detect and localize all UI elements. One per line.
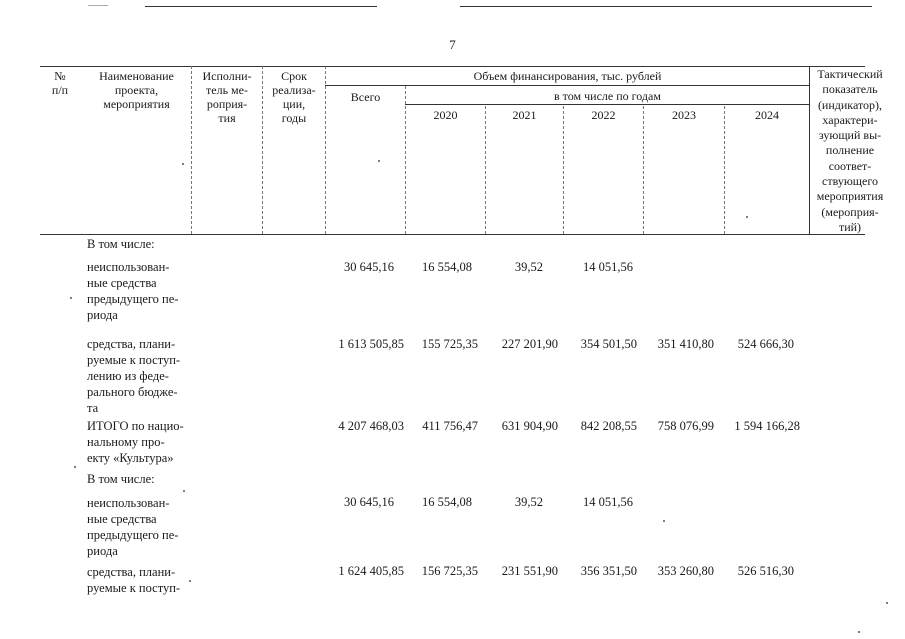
cell-2020: 155 725,35 <box>421 337 478 351</box>
cell-total: 4 207 468,03 <box>338 419 404 433</box>
cell-2024: 1 594 166,28 <box>734 419 800 433</box>
scan-dot <box>886 602 888 604</box>
header-year-2024: 2024 <box>755 108 779 122</box>
cell-total: 30 645,16 <box>344 495 394 509</box>
header-name: Наименование проекта, мероприятия <box>99 69 174 111</box>
row-label: В том числе: <box>87 237 155 251</box>
cell-2024: 524 666,30 <box>737 337 794 351</box>
col-divider <box>724 106 725 234</box>
top-rule-left <box>145 6 377 7</box>
header-financing: Объем финансирования, тыс. рублей <box>473 69 662 83</box>
row-label: неиспользован- ные средства предыдущего пе- риода <box>87 496 179 558</box>
header-bottom-border <box>40 234 865 235</box>
cell-2021: 231 551,90 <box>501 564 558 578</box>
header-executor: Исполни- тель ме- роприя- тия <box>202 69 252 125</box>
scan-dot <box>746 216 748 218</box>
cell-total: 1 613 505,85 <box>338 337 404 351</box>
cell-2022: 842 208,55 <box>580 419 637 433</box>
col-divider <box>191 66 192 234</box>
cell-2024: 526 516,30 <box>737 564 794 578</box>
scan-dot <box>378 160 380 162</box>
cell-2021: 39,52 <box>514 495 543 509</box>
col-divider <box>262 66 263 234</box>
row-label: В том числе: <box>87 472 155 486</box>
financing-subheader-line <box>325 85 809 86</box>
years-subheader-line <box>405 104 809 105</box>
scan-dot <box>663 520 665 522</box>
header-year-2020: 2020 <box>433 108 458 122</box>
row-label: средства, плани- руемые к поступ- <box>87 565 181 595</box>
cell-2023: 353 260,80 <box>657 564 714 578</box>
cell-2020: 156 725,35 <box>421 564 478 578</box>
cell-2022: 354 501,50 <box>580 337 637 351</box>
col-divider <box>485 106 486 234</box>
cell-2020: 16 554,08 <box>422 495 472 509</box>
cell-2021: 227 201,90 <box>501 337 558 351</box>
scan-dot <box>182 163 184 165</box>
col-divider <box>643 106 644 234</box>
cell-2021: 631 904,90 <box>501 419 558 433</box>
scan-dot <box>70 297 72 299</box>
scan-dot <box>858 631 860 633</box>
header-total: Всего <box>350 90 381 104</box>
page-number: 7 <box>449 37 456 52</box>
table-top-border <box>40 66 865 67</box>
cell-2022: 14 051,56 <box>583 260 633 274</box>
row-label: средства, плани- руемые к поступ- лению из феде- рального бюдже- та <box>87 337 181 415</box>
scan-dot <box>74 466 76 468</box>
scan-dot <box>183 490 185 492</box>
cell-total: 30 645,16 <box>344 260 394 274</box>
top-rule-right <box>460 6 872 7</box>
cell-total: 1 624 405,85 <box>338 564 404 578</box>
cell-2023: 351 410,80 <box>657 337 714 351</box>
header-year-2022: 2022 <box>591 108 616 122</box>
header-by-years: в том числе по годам <box>554 89 661 103</box>
col-divider <box>563 106 564 234</box>
cell-2021: 39,52 <box>514 260 543 274</box>
cell-2022: 14 051,56 <box>583 495 633 509</box>
header-year-2021: 2021 <box>512 108 537 122</box>
scan-dot <box>189 580 191 582</box>
cell-2020: 411 756,47 <box>422 419 478 433</box>
row-label: ИТОГО по нацио- нальному про- екту «Культура» <box>87 419 184 465</box>
header-term: Срок реализа- ции, годы <box>272 69 316 125</box>
cell-2022: 356 351,50 <box>580 564 637 578</box>
header-indicator: Тактический показатель (индикатор), характери- зующий вы- полнение соответ- ствующего мероприятия (мероприя- тий) <box>816 67 884 234</box>
scan-artifact-line <box>88 5 108 6</box>
row-label: неиспользован- ные средства предыдущего пе- риода <box>87 260 179 322</box>
cell-2023: 758 076,99 <box>657 419 714 433</box>
header-number: № п/п <box>51 69 69 97</box>
header-year-2023: 2023 <box>672 108 696 122</box>
cell-2020: 16 554,08 <box>422 260 472 274</box>
